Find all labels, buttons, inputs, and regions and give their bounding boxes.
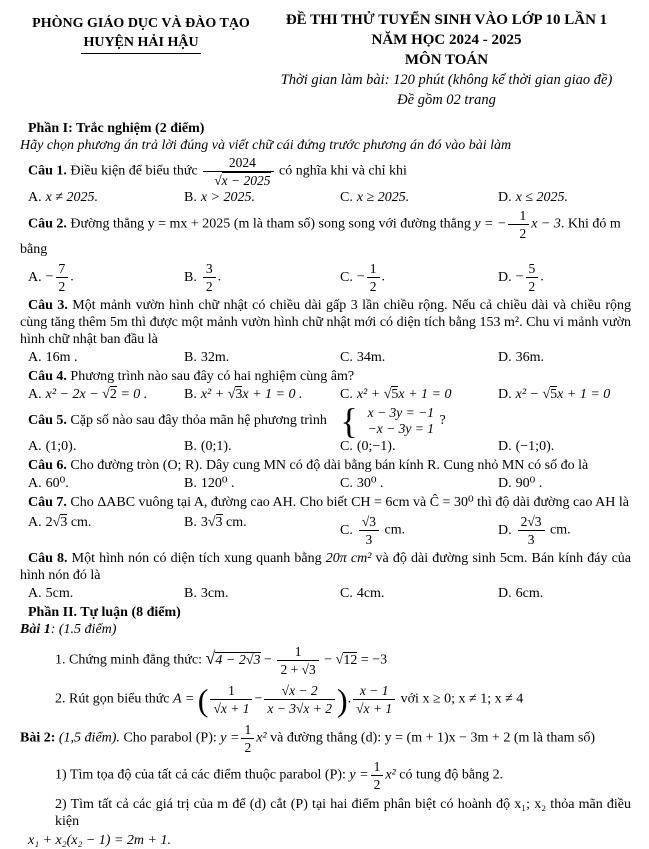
sign: − [515,269,524,285]
exercise-1-points: : (1.5 điểm) [50,622,117,637]
question-3-stem [20,297,631,348]
exercise-2-item-2-line1: 2) Tìm tất cả các giá trị của m để (d) cắt (P) tại hai điểm phân biệt có hoành độ x₁; x₂ thỏa mãn điều kiện [55,797,631,829]
fraction-denominator: 2 [371,775,384,792]
exercise-2-text: Cho parabol (P): [123,730,217,746]
option-post: = 0 . [116,387,148,402]
option-label: C. [340,350,353,365]
option-text: 4cm. [356,586,385,601]
option-text: 6cm. [515,586,544,601]
minus-operator: − [264,652,272,668]
option-label: B. [184,586,197,601]
fraction-numerator: 1 [519,208,527,223]
sqrt-expression [53,514,68,530]
option-a [28,261,184,294]
sqrt-expression [102,386,117,402]
radicand: 12 [343,652,358,668]
option-b [184,261,340,294]
equation-1: x − 3y = −1 [367,405,434,420]
option-pre: 3 [200,515,208,530]
question-5-options [20,438,631,455]
duration: Thời gian làm bài: 120 phút (không kể thời gian giao đề) [280,72,613,88]
fraction-denominator: √x + 1 [210,699,252,716]
question-6-options [20,475,631,492]
exercise-2-label: Bài 2: [20,730,56,746]
fraction-denominator: 2 [367,277,380,294]
fraction-numerator: 1 [373,759,381,774]
header [20,10,631,110]
fraction [210,683,252,716]
fraction [526,261,539,294]
radicand: x − 2025 [221,173,271,188]
option-text: (0;−1). [356,439,396,454]
fraction-numerator: 1 [369,261,377,276]
parabola-lhs: y = [349,767,369,783]
question-8-label: Câu 8. [28,551,68,566]
question-7-text: Cho ΔABC vuông tại A, đường cao AH. Cho biết CH = 6cm và Ĉ = 30⁰ thì độ dài đường cao AH là [70,495,629,510]
school-year: NĂM HỌC 2024 - 2025 [371,32,522,48]
question-1-label: Câu 1. [28,163,67,179]
fraction-numerator: 1 [294,644,302,659]
option-tail: . [217,269,222,285]
equation-system [332,401,434,441]
question-5-text: Cặp số nào sau đây thỏa mãn hệ phương trình [70,413,327,429]
option-text: x ≤ 2025. [515,190,569,205]
fraction-denominator [203,171,273,188]
fraction-numerator: 5 [528,261,536,276]
equals-value: = −3 [360,652,388,668]
option-b [184,386,340,403]
sqrt-sign: √ [335,652,344,668]
option-text: x ≠ 2025. [45,190,99,205]
fraction-numerator: x − 1 [359,683,389,698]
fraction-numerator: √x − 2 [281,683,318,698]
option-pre: 2 [45,515,53,530]
question-mark: ? [439,413,446,429]
header-left [20,10,262,110]
option-text: x > 2025. [200,190,256,205]
option-d [498,261,631,294]
fraction [203,155,273,188]
item-text-post: có tung độ bằng 2. [399,767,504,783]
sqrt-expression [336,652,358,668]
fraction-numerator: 2√3 [520,514,542,529]
equation-2: −x − 3y = 1 [367,421,434,436]
question-7-options [20,514,631,547]
item-text: 1) Tìm tọa độ của tất cả các điểm thuộc parabol (P): [55,767,346,783]
option-d [498,475,631,492]
question-3-text: Một mảnh vườn hình chữ nhật có chiều dài gấp 3 lần chiều rộng. Nếu cả chiều dài và chiều rộng cùng tăng thêm 5m thì được một mảnh vườn hình chữ nhật mới có diện tích bằng 153 m². Chu vi mảnh vườn hình chữ nhật ban đầu là [20,298,631,347]
sqrt-expression [384,386,399,402]
option-pre: x² − [515,387,543,402]
page-count: Đề gồm 02 trang [397,92,496,108]
part2-heading: Phần II. Tự luận (8 điểm) [28,605,181,620]
option-label: A. [28,439,42,454]
item-text: 1. Chứng minh đẳng thức: [55,652,202,668]
sqrt-sign: √ [383,387,392,402]
subject: MÔN TOÁN [404,52,489,68]
fraction [367,261,380,294]
option-a [28,585,184,602]
question-7-label: Câu 7. [28,495,67,510]
option-tail: . [381,269,385,285]
exercise-1-item-2 [55,683,631,716]
option-a [28,514,184,547]
fraction [371,759,384,792]
option-b [184,349,340,366]
line-equation: và đường thẳng (d): y = (m + 1)x − 3m + 2 [270,730,511,746]
option-tail: cm. [546,522,571,538]
fraction [277,644,318,677]
question-8-stem [20,550,631,584]
option-label: A. [28,476,42,491]
option-a [28,438,184,455]
sqrt-sign: √ [52,515,61,530]
question-4-options [20,386,631,403]
fraction [508,208,529,241]
right-paren: ) [336,681,348,718]
option-label: C. [340,387,353,402]
question-6-text: Cho đường tròn (O; R). Dây cung MN có độ dài bằng bán kính R. Cung nhỏ MN có số đo là [70,458,589,473]
option-label: D. [498,269,512,285]
option-pre: x² + [356,387,384,402]
option-tail: cm. [222,515,247,530]
option-d [498,585,631,602]
question-1-text-post: có nghĩa khi và chỉ khi [279,163,407,179]
fraction-denominator: x − 3√x + 2 [264,699,335,716]
expression-lhs: A = [173,691,195,707]
equation-rhs: x − 3 [531,216,561,232]
sqrt-sign: √ [205,647,216,668]
option-text: 120⁰ . [200,476,235,491]
question-1-text-pre: Điều kiện để biểu thức [70,163,198,179]
option-post: x + 1 = 0 [398,387,452,402]
fraction-numerator: 7 [58,261,66,276]
option-a [28,386,184,403]
option-label: D. [498,522,512,538]
question-3-options [20,349,631,366]
fraction [203,261,216,294]
option-label: D. [498,476,512,491]
option-pre: x² − 2x − [45,387,103,402]
option-tail: . [540,269,544,285]
sqrt-expression [205,647,261,668]
question-2-text-post: . Khi đó m bằng [20,216,621,257]
option-c [340,585,498,602]
issuing-office: PHÒNG GIÁO DỤC VÀ ĐÀO TẠO [32,16,250,31]
option-text: 34m. [356,350,386,365]
question-2-stem [20,208,631,258]
option-c [340,386,498,403]
question-2-options [20,261,631,294]
option-b [184,438,340,455]
option-label: C. [340,269,353,285]
radicand: 3 [215,515,223,530]
fraction-numerator: 1 [244,722,252,737]
option-tail: . [70,269,74,285]
sqrt-sign: √ [214,173,222,188]
option-text: 30⁰ . [356,476,384,491]
question-6-label: Câu 6. [28,458,67,473]
option-d [498,386,631,403]
option-label: D. [498,439,512,454]
question-2-text-pre: Đường thẳng y = mx + 2025 (m là tham số) song song với đường thẳng [70,216,471,232]
option-tail: cm. [67,515,92,530]
sqrt-sign: √ [102,387,110,402]
exam-title: ĐỀ THI THỬ TUYỂN SINH VÀO LỚP 10 LẦN 1 [285,12,608,28]
radicand: 4 − 2√3 [215,652,261,668]
sign: − [356,269,365,285]
exercise-2-item-2-line2: x₁ + x₂(x₂ − 1) = 2m + 1. [28,833,171,848]
option-post: x + 1 = 0 [557,387,611,402]
option-label: A. [28,387,42,402]
exercise-2-points: (1,5 điểm). [58,730,120,746]
option-text: (0;1). [200,439,232,454]
option-text: 16m . [45,350,78,365]
option-text: (1;0). [45,439,77,454]
x-squared: x² [256,730,267,746]
radicand: 3 [235,387,243,402]
option-label: D. [498,190,512,205]
exercise-1-heading [20,621,631,638]
parameter-note: (m là tham số) [513,730,596,746]
option-label: A. [28,190,42,205]
question-4-label: Câu 4. [28,369,67,384]
option-label: A. [28,586,42,601]
surface-area-value: 20π cm² [325,551,372,566]
option-label: C. [340,439,353,454]
sign: − [45,269,54,285]
district-line [20,33,262,54]
option-d [498,438,631,455]
question-8-options [20,585,631,602]
fraction-numerator: 1 [228,683,235,698]
option-label: D. [498,387,512,402]
fraction [518,514,545,547]
exercise-1-label: Bài 1 [20,622,51,637]
option-label: C. [340,190,353,205]
header-right [262,10,631,110]
option-label: C. [340,476,353,491]
fraction-numerator: √3 [361,514,377,529]
exercise-2-item-1 [55,759,631,792]
question-1-options [20,189,631,206]
fraction-denominator: √x + 1 [353,699,395,716]
fraction-numerator: 2024 [228,155,256,170]
fraction [241,722,254,755]
option-b [184,514,340,547]
fraction-denominator: 3 [359,530,379,547]
option-label: A. [28,515,42,530]
sqrt-sign: √ [542,387,551,402]
option-text: 5cm. [45,586,74,601]
option-label: B. [184,269,197,285]
option-pre: x² + [200,387,228,402]
question-8-text-pre: Một hình nón có diện tích xung quanh bằng [71,551,322,566]
fraction-numerator: 3 [205,261,213,276]
option-label: B. [184,439,197,454]
option-label: B. [184,515,197,530]
fraction [359,514,379,547]
option-a [28,475,184,492]
option-label: B. [184,350,197,365]
option-a [28,189,184,206]
option-text: 60⁰. [45,476,69,491]
option-label: A. [28,350,42,365]
fraction-denominator: 2 [241,738,254,755]
option-b [184,189,340,206]
sqrt-sign: √ [207,515,216,530]
question-2-label: Câu 2. [28,216,67,232]
option-label: D. [498,586,512,601]
question-5-stem [20,401,631,441]
exercise-1-item-1 [55,644,631,677]
question-7-stem [20,494,631,511]
domain-condition: với x ≥ 0; x ≠ 1; x ≠ 4 [400,691,524,707]
left-paren: ( [197,681,209,718]
question-4-stem [20,368,631,385]
sqrt-expression [228,386,243,402]
option-d [498,514,631,547]
sqrt-expression [208,514,223,530]
item-text: 2. Rút gọn biểu thức [55,691,170,707]
district-name: HUYỆN HẢI HẬU [81,33,200,54]
fraction-denominator: 2 [56,277,69,294]
radicand: 3 [60,515,68,530]
part1-heading: Phần I: Trắc nghiệm (2 điểm) [28,121,205,136]
option-b [184,585,340,602]
fraction-denominator: 2 [508,224,529,241]
question-1-stem [20,155,631,188]
question-8-text-post: và độ dài đường sinh 5cm. Bán kính đáy của hình nón đó là [20,551,631,583]
option-text: 90⁰ . [515,476,543,491]
option-c [340,261,498,294]
option-label: C. [340,522,353,538]
fraction-denominator: 3 [518,530,545,547]
part1-instruction: Hãy chọn phương án trả lời đúng và viết chữ cái đứng trước phương án đó vào bài làm [20,138,512,153]
option-b [184,475,340,492]
option-text: x ≥ 2025. [356,190,410,205]
option-post: x + 1 = 0 . [242,387,303,402]
option-d [498,349,631,366]
minus-operator: − [254,691,263,707]
option-a [28,349,184,366]
option-text: 36m. [515,350,545,365]
option-c [340,438,498,455]
option-label: B. [184,190,197,205]
question-6-stem [20,457,631,474]
option-label: B. [184,476,197,491]
sqrt-expression [542,386,557,402]
x-squared: x² [385,767,396,783]
radicand: 2 [109,387,117,402]
option-text: 32m. [200,350,230,365]
fraction [56,261,69,294]
option-label: C. [340,586,353,601]
radicand: 5 [391,387,399,402]
fraction-denominator: 2 [526,277,539,294]
question-3-label: Câu 3. [28,298,68,313]
option-label: D. [498,350,512,365]
option-tail: cm. [381,522,406,538]
fraction-denominator: 2 + √3 [277,660,318,677]
parabola-lhs: y = [220,730,240,746]
radicand: 5 [550,387,558,402]
question-5-label: Câu 5. [28,413,67,429]
exercise-2-heading [20,722,631,755]
multiply-dot: . [347,691,352,707]
fraction [264,683,335,716]
system-equations [360,405,434,437]
option-text: 3cm. [200,586,229,601]
option-text: (−1;0). [515,439,555,454]
option-c [340,475,498,492]
option-d [498,189,631,206]
option-c [340,349,498,366]
fraction [353,683,395,716]
question-4-text: Phương trình nào sau đây có hai nghiệm cùng âm? [70,369,355,384]
equation-lhs: y = − [474,216,507,232]
option-c [340,189,498,206]
option-c [340,514,498,547]
brace: { [340,401,358,441]
option-label: B. [184,387,197,402]
fraction-denominator: 2 [203,277,216,294]
option-label: A. [28,269,42,285]
minus-operator: − [324,652,333,668]
sqrt-sign: √ [227,387,236,402]
